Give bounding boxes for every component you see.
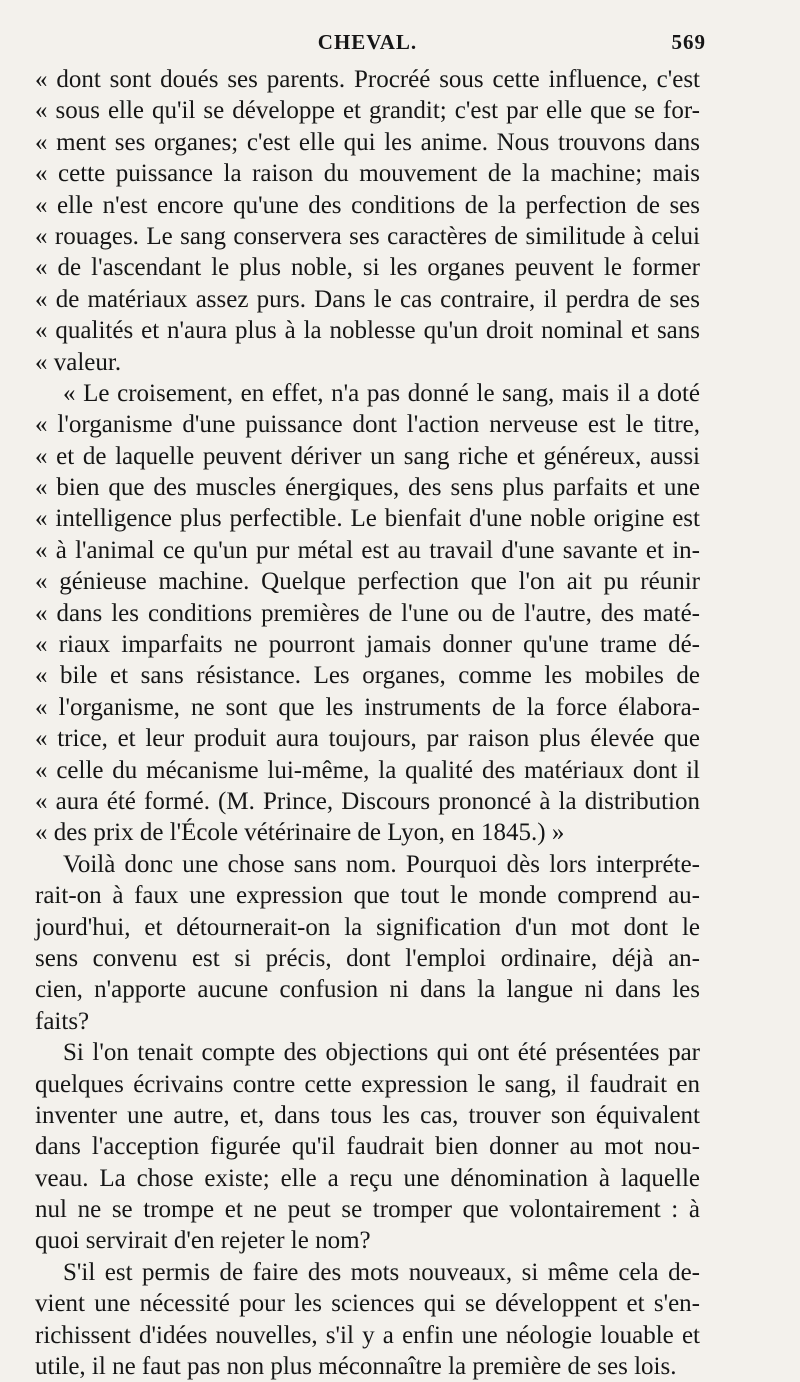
text-line: richissent d'idées nouvelles, s'il y a enfin une néologie louable et xyxy=(35,1321,700,1349)
text-line: « Le croisement, en effet, n'a pas donné le sang, mais il a doté xyxy=(63,379,700,407)
text-line: vient une nécessité pour les sciences qui se développent et s'en- xyxy=(35,1290,700,1318)
text-line: rait-on à faux une expression que tout le monde comprend au- xyxy=(35,882,700,910)
text-line: « et de laquelle peuvent dériver un sang riche et généreux, aussi xyxy=(35,442,700,470)
text-line: Voilà donc une chose sans nom. Pourquoi dès lors interpréte- xyxy=(63,850,700,878)
quote-paragraph-2 xyxy=(35,378,700,849)
text-line: quelques écrivains contre cette expression le sang, il faudrait en xyxy=(35,1070,700,1098)
text-line: « de l'ascendant le plus noble, si les organes peuvent le former xyxy=(35,254,700,282)
text-line: faits? xyxy=(35,1007,90,1035)
text-line: « valeur. xyxy=(35,348,122,376)
text-line: utile, il ne faut pas non plus méconnaître la première de ses lois. xyxy=(35,1353,677,1381)
text-line: « riaux imparfaits ne pourront jamais donner qu'une trame dé- xyxy=(35,631,700,659)
text-line: « elle n'est encore qu'une des conditions de la perfection de ses xyxy=(35,191,700,219)
text-line: « sous elle qu'il se développe et grandit; c'est par elle que se for- xyxy=(35,97,700,125)
quote-paragraph-1 xyxy=(35,64,700,378)
paragraph-5 xyxy=(35,1257,700,1382)
paragraph-4 xyxy=(35,1037,700,1257)
text-line: jourd'hui, et détournerait-on la signification d'un mot dont le xyxy=(35,913,700,941)
text-line: « rouages. Le sang conservera ses caractères de similitude à celui xyxy=(35,222,700,250)
text-line: « qualités et n'aura plus à la noblesse qu'un droit nominal et sans xyxy=(35,317,700,345)
running-title: CHEVAL. xyxy=(317,30,418,54)
text-line: sens convenu est si précis, dont l'emploi ordinaire, déjà an- xyxy=(35,944,700,972)
text-line: « l'organisme, ne sont que les instruments de la force élabora- xyxy=(35,693,700,721)
text-line: « bien que des muscles énergiques, des sens plus parfaits et une xyxy=(35,474,700,502)
text-line: « dans les conditions premières de l'une ou de l'autre, des maté- xyxy=(35,599,700,627)
text-line: « des prix de l'École vétérinaire de Lyon, en 1845.) » xyxy=(35,819,565,847)
text-line: « cette puissance la raison du mouvement de la machine; mais xyxy=(35,160,700,188)
text-line: inventer une autre, et, dans tous les cas, trouver son équivalent xyxy=(35,1101,700,1129)
text-line: Si l'on tenait compte des objections qui ont été présentées par xyxy=(63,1039,700,1067)
text-line: « à l'animal ce qu'un pur métal est au travail d'une savante et in- xyxy=(35,536,700,564)
text-line: « celle du mécanisme lui-même, la qualité des matériaux dont il xyxy=(35,756,700,784)
page-header xyxy=(35,22,706,64)
text-line: « trice, et leur produit aura toujours, par raison plus élevée que xyxy=(35,725,700,753)
text-line: « bile et sans résistance. Les organes, comme les mobiles de xyxy=(35,662,700,690)
text-line: « aura été formé. (M. Prince, Discours prononcé à la distribution xyxy=(35,787,700,815)
text-line: « génieuse machine. Quelque perfection que l'on ait pu réunir xyxy=(35,568,700,596)
text-line: quoi servirait d'en rejeter le nom? xyxy=(35,1227,371,1255)
text-line: dans l'acception figurée qu'il faudrait bien donner au mot nou- xyxy=(35,1133,700,1161)
text-line: nul ne se trompe et ne peut se tromper que volontairement : à xyxy=(35,1196,700,1224)
text-line: veau. La chose existe; elle a reçu une dénomination à laquelle xyxy=(35,1164,700,1192)
paragraph-3 xyxy=(35,849,700,1037)
text-line: « l'organisme d'une puissance dont l'action nerveuse est le titre, xyxy=(35,411,700,439)
text-line: « dont sont doués ses parents. Procréé sous cette influence, c'est xyxy=(35,66,700,93)
text-line: S'il est permis de faire des mots nouveaux, si même cela de- xyxy=(63,1258,700,1286)
text-line: cien, n'apporte aucune confusion ni dans la langue ni dans les xyxy=(35,976,700,1004)
page-number: 569 xyxy=(671,30,706,54)
text-line: « ment ses organes; c'est elle qui les anime. Nous trouvons dans xyxy=(35,128,700,156)
text-line: « intelligence plus perfectible. Le bienfait d'une noble origine est xyxy=(35,505,700,533)
body-text xyxy=(35,64,700,1382)
text-line: « de matériaux assez purs. Dans le cas contraire, il perdra de ses xyxy=(35,285,700,313)
